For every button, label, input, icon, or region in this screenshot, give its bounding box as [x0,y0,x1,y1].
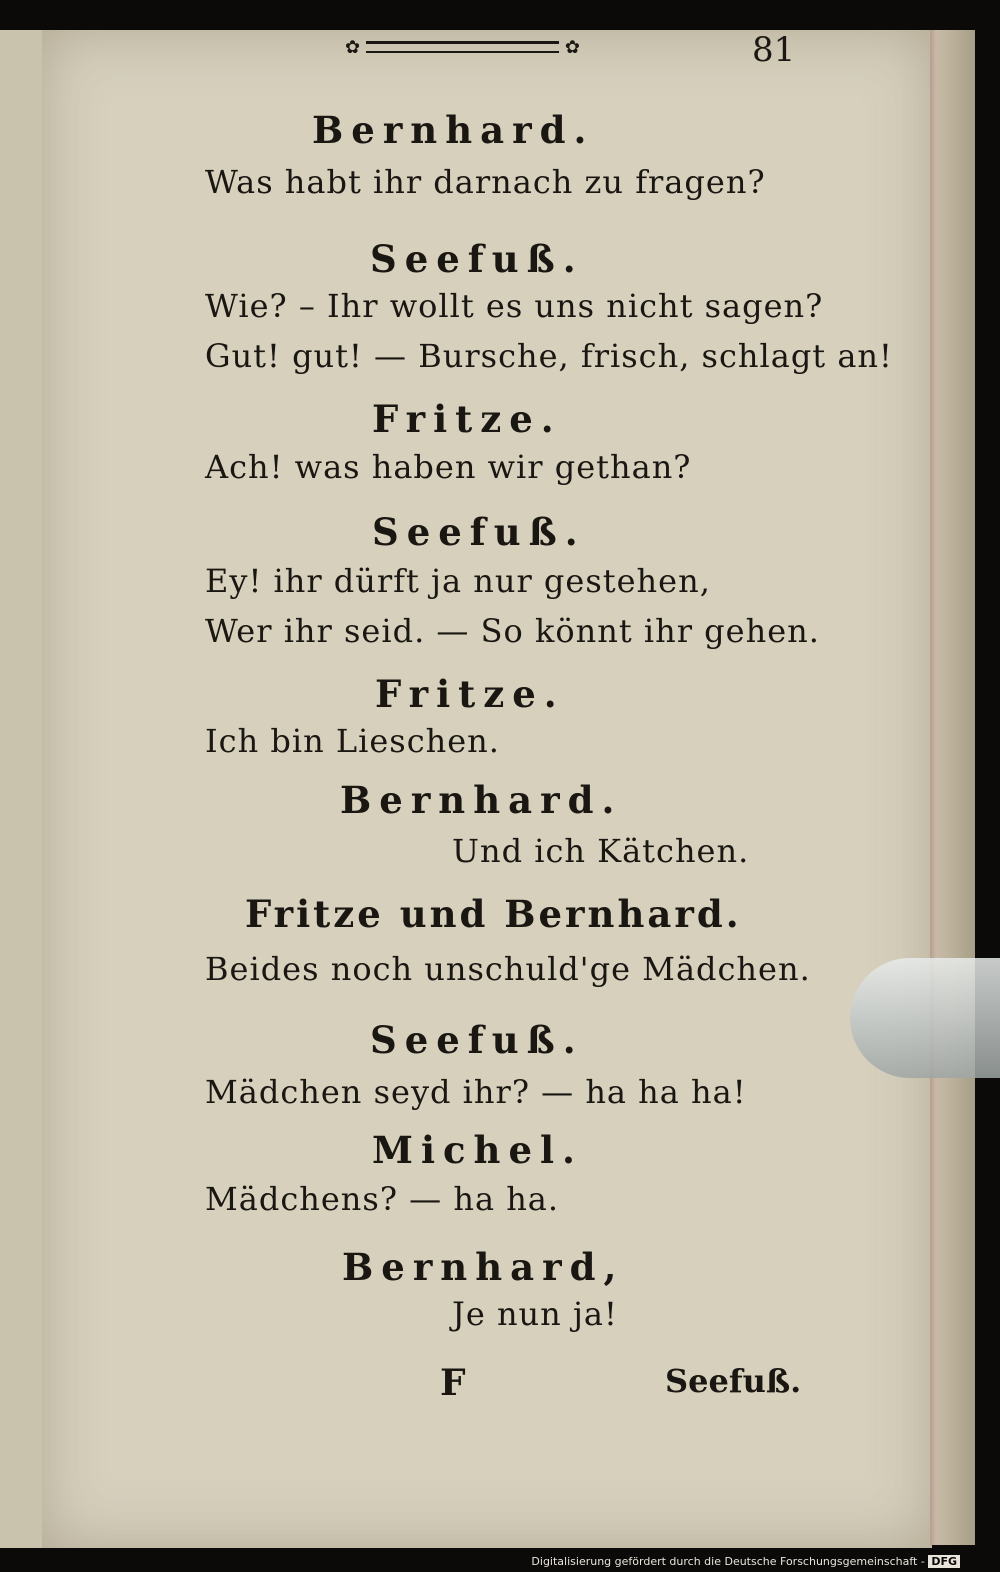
verse-line: Wer ihr seid. — So könnt ihr gehen. [205,612,820,650]
verse-line: Mädchens? — ha ha. [205,1180,560,1218]
verse-line: Und ich Kätchen. [452,832,750,870]
verse-line: Mädchen seyd ihr? — ha ha ha! [205,1073,747,1111]
flourish-right-icon: ✿ [564,36,580,58]
speaker-name: Fritze. [375,672,565,716]
speaker-name: Seefuß. [372,510,586,554]
flourish-left-icon: ✿ [345,36,361,58]
dfg-logo: DFG [928,1555,960,1568]
verse-line: Was habt ihr darnach zu fragen? [205,163,766,201]
speaker-name: Bernhard. [340,778,623,822]
page-stack-edge [930,30,975,1545]
verse-line: Ich bin Lieschen. [205,722,500,760]
speaker-name: Seefuß. [370,1018,584,1062]
verse-line: Je nun ja! [452,1295,618,1333]
verse-line: Wie? – Ihr wollt es uns nicht sagen? [205,287,824,325]
speaker-name: Bernhard. [312,108,595,152]
page-clip [850,958,1000,1078]
facing-page-edge [0,30,44,1548]
verse-line: Gut! gut! — Bursche, frisch, schlagt an! [205,337,893,375]
speaker-name: Fritze und Bernhard. [245,892,742,936]
header-rule [366,41,559,53]
verse-line: Ey! ihr dürft ja nur gestehen, [205,562,711,600]
digitization-credit [531,1555,960,1568]
speaker-name: Seefuß. [370,237,584,281]
verse-line: Ach! was haben wir gethan? [205,448,692,486]
header-ornament [345,36,580,58]
speaker-name: Fritze. [372,397,562,441]
page-number: 81 [752,30,796,70]
verse-line: Beides noch unschuld'ge Mädchen. [205,950,811,988]
signature-mark: F [440,1362,466,1404]
catchword: Seefuß. [665,1362,802,1400]
credit-text: Digitalisierung gefördert durch die Deutsche Forschungsgemeinschaft - [531,1555,925,1568]
speaker-name: Bernhard, [342,1245,625,1289]
speaker-name: Michel. [372,1128,583,1172]
